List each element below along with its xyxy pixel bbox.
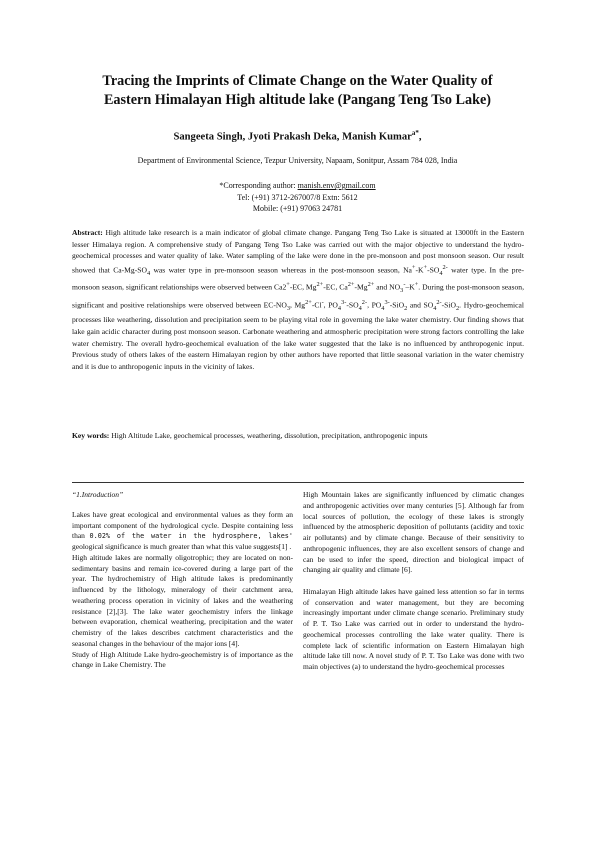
author-names: Sangeeta Singh, Jyoti Prakash Deka, Manish Kumar <box>173 131 412 143</box>
paper-title <box>60 72 535 110</box>
corresponding-author-line <box>60 180 535 192</box>
abstract-sup: 2+ <box>305 298 312 306</box>
keywords <box>72 430 524 442</box>
abstract-text: and SO <box>407 300 434 310</box>
abstract-sup: 2+ <box>316 281 324 289</box>
abstract-sup: - <box>403 281 406 289</box>
corresponding-label: *Corresponding author: <box>219 181 298 190</box>
abstract-text: -SO <box>427 265 440 275</box>
abstract-sub: 2 <box>456 304 460 312</box>
abstract-sub: 4 <box>146 269 151 277</box>
author-list-end: , <box>418 131 422 143</box>
abstract-sub: 4 <box>337 304 342 312</box>
abstract-text: –K <box>405 282 415 292</box>
corresponding-email-link[interactable]: manish.env@gmail.com <box>297 181 376 190</box>
abstract-sup: + <box>414 281 419 289</box>
abstract-sub: 4 <box>433 304 437 312</box>
abstract-sub: 3 <box>286 304 291 312</box>
abstract-label: Abstract: <box>72 228 103 237</box>
abstract-text: -SiO <box>441 300 456 310</box>
abstract-text: -SO <box>346 300 359 310</box>
section-heading-introduction: “1.Introduction” <box>72 490 124 499</box>
abstract-text: , PO <box>367 300 382 310</box>
abstract-text: -EC, Mg <box>289 282 317 292</box>
abstract-text: . Hydro-geochemical processes like weathering, dissolution and precipitation seem to be playing vital role in governing the lake water chemistry. Our finding shows that lake gain acidic character during post monsoon season. Carbonate weathering and atmospheric precipitation were strong factors controlling the lake water chemistry. The overall hydro-geochemical evaluation of the lake water suggested that the lake is no influenced by anthropogenic input. Previous study of others lakes of the eastern Himalayan region by other authors have reported that little seasonal variation in the water chemistry and it is due to anthropogenic inputs in the vicinity of lakes. <box>72 300 524 371</box>
paragraph: High Mountain lakes are significantly influenced by climatic changes and anthropogenic activities over many centuries [5]. Although far from local sources of pollution, the ecology of these lakes is strongly influenced by the atmospheric deposition of pollutants (acidity and toxic air pollutants) and by climate change. Because of their sensitivity to anthropogenic influences, they are also excellent sensors of change and can be used to infer the speed, direction and biological impact of changing air quality and climate [6]. <box>303 490 524 575</box>
abstract-sub: 2 <box>404 304 408 312</box>
abstract <box>72 227 524 372</box>
abstract-sub: 4 <box>439 269 443 277</box>
title-line-2: Eastern Himalayan High altitude lake (Pangang Teng Tso Lake) <box>103 92 492 108</box>
paragraph-text: Lakes have great ecological and environmental values as they form an important component of the hydrological cycle. Despite containing less than <box>72 509 293 541</box>
abstract-sup: + <box>411 263 416 271</box>
telephone-line: Tel: (+91) 3712-267007/8 Extn: 5612 <box>237 192 358 202</box>
paragraph-text-monospace: 0.02% of the water in the hydrosphere, lakes' <box>89 532 293 541</box>
keywords-text: High Altitude Lake, geochemical processes, weathering, dissolution, precipitation, anthropogenic inputs <box>109 431 428 440</box>
abstract-text: water type. In the pre-monsoon season, significant relationships were observed between Ca2 <box>72 265 525 292</box>
abstract-text: and NO <box>374 282 401 292</box>
abstract-text: -SiO <box>389 300 405 310</box>
abstract-sup: + <box>423 263 428 271</box>
right-column <box>303 490 524 673</box>
title-line-1: Tracing the Imprints of Climate Change on the Water Quality of <box>102 73 493 89</box>
abstract-sup: - <box>321 298 324 306</box>
abstract-text: was water type in pre-monsoon season whereas in the post-monsoon season, Na <box>150 265 412 275</box>
abstract-sub: 4 <box>358 304 362 312</box>
abstract-sup: 2- <box>442 263 448 271</box>
corresponding-author-mark: a* <box>411 129 419 137</box>
paragraph: Study of High Altitude Lake hydro-geochemistry is of importance as the change in Lake Chemistry. The <box>72 649 293 670</box>
abstract-text: , PO <box>323 300 338 310</box>
abstract-text: High altitude lake research is a main indicator of global climate change. Pangang Teng Tso Lake is situated at 13000ft in the Eastern lesser Himalaya region. A comprehensive study of Pangang Teng Tso Lake was carried out with the major objective to understand the hydro-geochemical processes and water quality of lake. Water sampling of the lake were done in the pre-monsoon and post monsoon season. Our result showed that Ca-Mg-SO <box>72 228 524 275</box>
paragraph: Himalayan High altitude lakes have gained less attention so far in terms of conservation and water management, but they are becoming increasingly important under climate change scenario. Preliminary study of P. T. Tso Lake was carried out in order to understand the hydro-geochemical processes controlling the lake water quality. There is complete lack of scientific information on Eastern Himalayan high altitude lake till now. A novel study of P. T. Tso Lake was done with two main objectives (a) to understand the hydro-geochemical processes <box>303 586 524 671</box>
affiliation: Department of Environmental Science, Tezpur University, Napaam, Sonitpur, Assam 784 028, India <box>137 156 458 165</box>
abstract-sup: 2+ <box>347 281 355 289</box>
section-divider <box>72 482 524 483</box>
abstract-text: , Mg <box>290 300 306 310</box>
abstract-text: -K <box>415 265 424 275</box>
left-column <box>72 490 293 671</box>
paragraph-text: geological significance is much greater than what this value suggests[1] . <box>72 542 292 551</box>
mobile-line: Mobile: (+91) 97063 24781 <box>252 204 343 213</box>
abstract-sup: 3- <box>341 298 347 306</box>
abstract-sup: 3- <box>384 298 390 306</box>
paragraph: High altitude lakes are normally oligotrophic; they are located on non-sedimentary basins and remain ice-covered during a large part of the year. The hydrochemistry of High altitude lakes is predominantly influenced by the lithology, mineralogy of their catchment area, weathering process operation in vicinity of lakes and the weathering resistance [2],[3]. The lake water geochemistry infers the linkage between evaporation, chemical weathering, precipitation and the water chemistry of the lakes describes catchment characteristics and the seasonal changes in the behaviour of the major ions [4]. <box>72 552 293 648</box>
paragraph <box>72 510 293 553</box>
abstract-text: . During the post-monsoon season, significant and positive relationships were observed between EC-NO <box>72 282 524 310</box>
abstract-text: -Cl <box>311 300 322 310</box>
keywords-label: Key words: <box>72 431 110 440</box>
abstract-sub: 4 <box>381 304 385 312</box>
author-list <box>60 126 535 145</box>
abstract-sup: 2- <box>436 298 442 306</box>
abstract-sup: 2+ <box>367 281 375 289</box>
abstract-text: -EC, Ca <box>323 282 348 292</box>
abstract-sup: 2- <box>361 298 368 306</box>
abstract-text: -Mg <box>354 282 368 292</box>
abstract-sup: + <box>286 281 290 289</box>
contact-block <box>60 180 535 215</box>
abstract-sub: 3 <box>400 287 404 295</box>
paragraph-gap <box>303 576 524 587</box>
